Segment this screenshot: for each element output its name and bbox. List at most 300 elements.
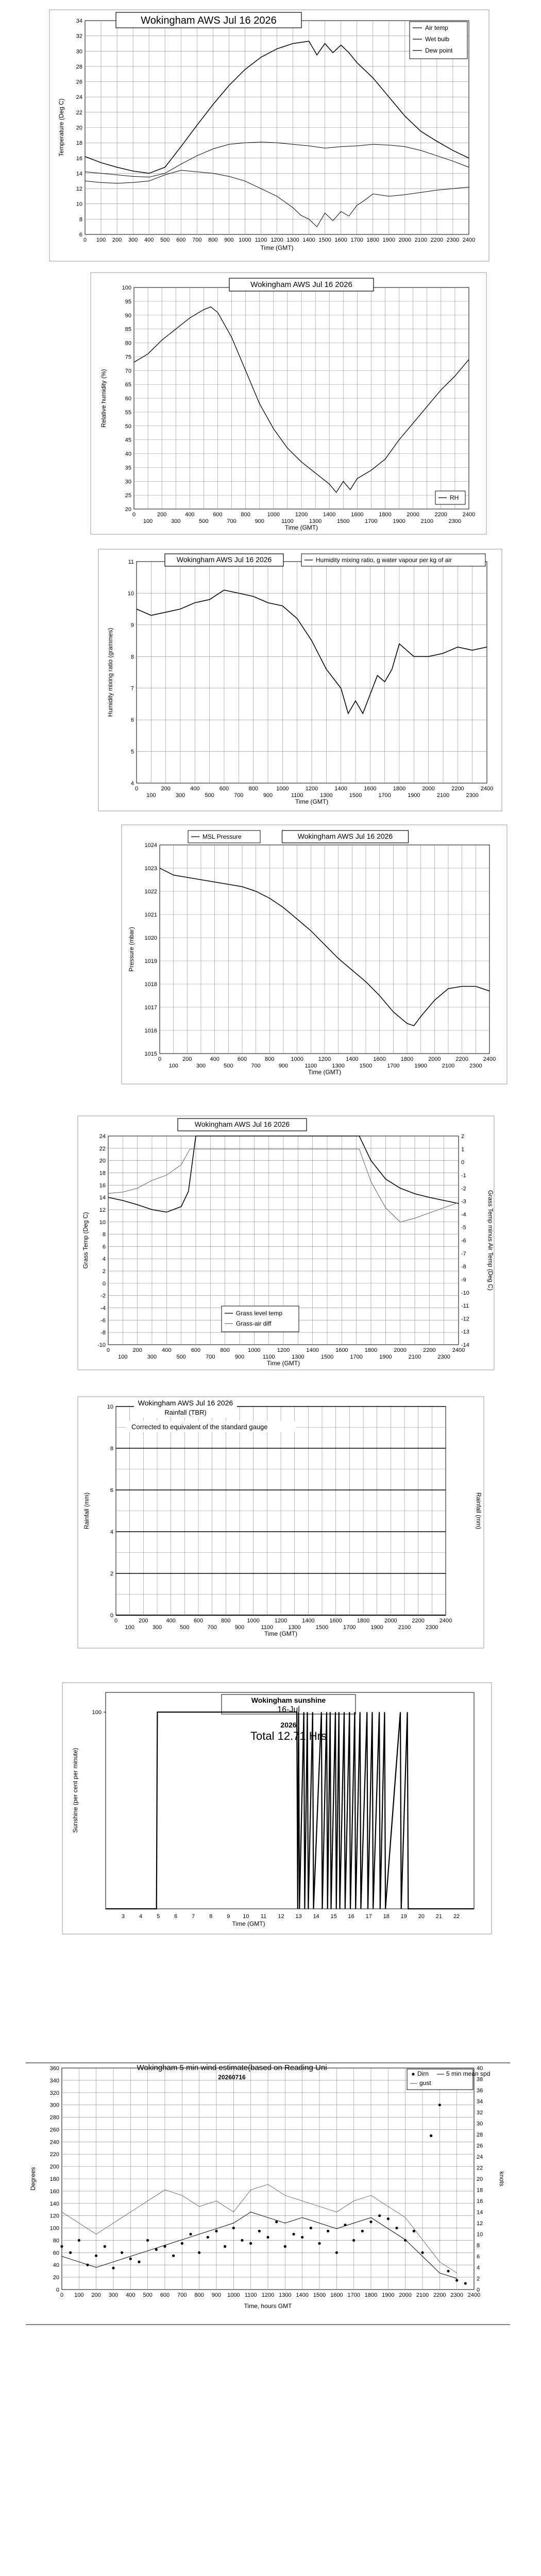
y-tick-label: 1015 [144,1051,157,1057]
x-tick-label: 1200 [274,1618,288,1624]
y2-tick-label: 4 [477,2265,480,2271]
x-tick-label: 700 [192,237,202,243]
direction-point [438,2104,441,2106]
x-tick-label: 1800 [364,2292,378,2298]
x-tick-label: 500 [180,1624,190,1631]
x-tick-label: 6 [174,1913,178,1920]
pressure-chart-panel [121,824,508,1084]
y-axis-label: Degrees [29,2167,37,2191]
x-tick-label: 19 [400,1913,407,1920]
y-tick-label: 70 [125,368,131,375]
x-tick-label: 1000 [276,786,289,792]
x-tick-label: 2300 [437,1354,450,1360]
y2-tick-label: -5 [461,1225,466,1231]
y-tick-label: 16 [76,155,82,162]
y2-tick-label: 10 [477,2231,483,2238]
y2-tick-label: 6 [477,2253,480,2260]
x-tick-label: 1300 [292,1354,305,1360]
x-tick-label: 900 [255,518,264,524]
x-tick-label: 2200 [430,237,444,243]
x-tick-label: 300 [196,1063,206,1069]
direction-point [352,2239,355,2242]
x-tick-label: 400 [166,1618,176,1624]
y-tick-label: 260 [49,2127,59,2133]
direction-point [155,2248,158,2251]
direction-point [207,2236,209,2239]
x-tick-label: 2100 [436,792,450,799]
x-tick-label: 400 [162,1347,172,1353]
y-tick-label: 100 [122,285,131,291]
x-tick-label: 2300 [446,237,460,243]
x-tick-label: 2400 [480,786,494,792]
x-tick-label: 1400 [334,786,347,792]
x-tick-label: 13 [295,1913,302,1920]
direction-point [310,2227,312,2229]
x-tick-label: 1600 [334,237,347,243]
y-tick-label: 50 [125,423,131,430]
y-tick-label: 4 [130,781,134,787]
x-tick-label: 100 [74,2292,84,2298]
x-tick-label: 2400 [467,2292,481,2298]
y-axis-label: Relative humidity (%) [100,369,107,428]
chart-title: Wokingham AWS Jul 16 2026 [141,15,277,26]
x-tick-label: 2400 [462,512,476,518]
y-tick-label: 1020 [144,935,157,941]
chart-title: Wokingham AWS Jul 16 2026 [194,1120,290,1128]
y2-tick-label: 32 [477,2110,483,2116]
x-tick-label: 2100 [398,1624,411,1631]
x-tick-label: 1600 [329,1618,342,1624]
x-tick-label: 1500 [313,2292,326,2298]
y-axis-label: Temperature (Deg C) [58,98,65,157]
y2-tick-label: -6 [461,1238,466,1244]
x-tick-label: 2000 [407,512,419,518]
x-tick-label: 100 [96,237,106,243]
direction-point [249,2242,252,2245]
x-tick-label: 700 [227,518,236,524]
x-tick-label: 100 [118,1354,128,1360]
x-tick-label: 300 [128,237,138,243]
y-tick-label: 18 [76,140,82,147]
y2-tick-label: -10 [461,1290,469,1296]
x-tick-label: 2000 [398,237,412,243]
x-tick-label: 2000 [428,1056,441,1062]
x-tick-label: 700 [234,792,244,799]
y-tick-label: 6 [110,1487,113,1494]
x-tick-label: 1900 [370,1624,383,1631]
y2-tick-label: -2 [461,1185,466,1192]
x-tick-label: 1700 [350,1354,363,1360]
y-tick-label: 120 [49,2213,59,2219]
x-tick-label: 200 [112,237,122,243]
x-tick-label: 500 [199,518,209,524]
x-tick-label: 200 [157,512,167,518]
legend-swatch [412,2073,414,2075]
x-tick-label: 1600 [330,2292,343,2298]
direction-point [335,2251,338,2254]
x-tick-label: 2000 [384,1618,397,1624]
y2-tick-label: -13 [461,1329,469,1335]
x-tick-label: 1200 [295,512,308,518]
x-tick-label: 2100 [416,2292,429,2298]
x-tick-label: 18 [383,1913,390,1920]
y-tick-label: 80 [125,340,131,347]
x-tick-label: 1800 [379,512,392,518]
x-tick-label: 800 [241,512,250,518]
x-tick-label: 2300 [466,792,479,799]
y-tick-label: 360 [49,2065,59,2072]
y2-tick-label: 18 [477,2187,483,2194]
x-tick-label: 1000 [248,1347,261,1353]
x-tick-label: 600 [219,786,229,792]
rainfall-chart-panel [77,1396,484,1649]
x-tick-label: 2100 [408,1354,421,1360]
direction-point [344,2224,346,2226]
direction-point [129,2258,132,2260]
x-tick-label: 10 [243,1913,249,1920]
x-tick-label: 2100 [420,518,433,524]
direction-point [146,2239,149,2242]
x-tick-label: 500 [205,792,214,799]
y2-tick-label: -9 [461,1277,466,1283]
y2-tick-label: 30 [477,2121,483,2127]
x-tick-label: 900 [234,1624,245,1631]
direction-point [104,2245,106,2248]
x-tick-label: 15 [330,1913,337,1920]
x-tick-label: 600 [237,1056,247,1062]
x-tick-label: 700 [177,2292,187,2298]
y-tick-label: 7 [130,685,134,692]
x-tick-label: 1200 [270,237,283,243]
chart-title: Wokingham AWS Jul 16 2026 [176,555,272,564]
x-tick-label: 1300 [309,518,322,524]
x-axis-label: Time, hours GMT [244,2302,292,2310]
y-tick-label: 40 [125,451,131,457]
x-tick-label: 1000 [247,1618,260,1624]
x-tick-label: 800 [220,1347,230,1353]
x-tick-label: 3 [121,1913,125,1920]
y-tick-label: 8 [102,1231,106,1238]
pressure-chart [121,824,508,1084]
direction-point [404,2239,407,2242]
y-tick-label: 20 [125,506,131,513]
y-tick-label: 2 [110,1571,113,1577]
y-tick-label: 8 [110,1446,113,1452]
x-tick-label: 0 [60,2292,64,2298]
y2-tick-label: -14 [461,1342,469,1348]
y-tick-label: 20 [53,2275,59,2281]
x-axis-label: Time (GMT) [295,798,329,805]
y-tick-label: 6 [79,232,82,238]
y-tick-label: 12 [76,186,82,193]
x-axis-label: Time (GMT) [260,244,294,251]
x-tick-label: 400 [185,512,195,518]
direction-point [447,2270,449,2273]
x-axis-label: Time (GMT) [266,1360,300,1367]
y-tick-label: 14 [99,1195,106,1201]
direction-point [189,2233,192,2235]
y-tick-label: 200 [49,2164,59,2171]
y-tick-label: 22 [99,1145,106,1152]
y-tick-label: 1021 [144,912,157,918]
humidity-chart [90,272,487,535]
x-tick-label: 900 [234,1354,245,1360]
x-tick-label: 1000 [227,2292,240,2298]
direction-point [275,2221,278,2223]
legend-label: MSL Pressure [202,833,242,840]
y-tick-label: 2 [102,1268,106,1275]
y2-tick-label: 1 [461,1146,465,1153]
y-tick-label: 34 [76,18,82,24]
x-tick-label: 200 [132,1347,142,1353]
y-tick-label: 10 [76,201,82,208]
x-tick-label: 2300 [426,1624,438,1631]
y-tick-label: 160 [49,2188,59,2195]
x-tick-label: 2200 [451,786,464,792]
x-tick-label: 2200 [434,512,448,518]
x-tick-label: 600 [160,2292,170,2298]
y-tick-label: 140 [49,2200,59,2207]
direction-point [172,2255,175,2257]
x-tick-label: 2400 [483,1056,496,1062]
y-axis-label: Pressure (mbar) [128,927,135,972]
y-tick-label: 20 [76,125,82,131]
y-tick-label: -6 [100,1317,106,1324]
x-tick-label: 1000 [291,1056,303,1062]
y2-tick-label: 0 [461,1159,465,1166]
y2-axis-label: Grass Temp minus Air Temp (Deg C) [487,1190,494,1291]
x-tick-label: 400 [144,237,154,243]
x-tick-label: 1100 [291,792,303,799]
y-tick-label: 25 [125,493,131,499]
y-tick-label: 75 [125,354,131,361]
y-axis-label: Grass Temp (Deg C) [82,1212,89,1269]
y2-tick-label: 24 [477,2154,483,2160]
x-tick-label: 1500 [349,792,362,799]
y-tick-label: 1017 [144,1005,157,1011]
y2-tick-label: 36 [477,2088,483,2094]
x-tick-label: 1700 [350,237,363,243]
x-axis-label: Time (GMT) [308,1069,342,1076]
y-tick-label: 26 [76,79,82,86]
y-tick-label: 20 [99,1158,106,1164]
y-tick-label: 8 [79,216,82,223]
x-tick-label: 400 [126,2292,136,2298]
x-tick-label: 1900 [393,518,405,524]
y-tick-label: 0 [56,2287,59,2293]
y-tick-label: 90 [125,312,131,319]
y-tick-label: 4 [102,1256,106,1263]
x-tick-label: 700 [206,1354,215,1360]
y-tick-label: 45 [125,437,131,444]
x-tick-label: 500 [224,1063,233,1069]
direction-point [430,2134,432,2137]
x-tick-label: 800 [208,237,218,243]
y2-tick-label: -4 [461,1211,466,1218]
direction-point [301,2236,303,2239]
y2-tick-label: -12 [461,1316,469,1323]
total-hours: Total 12.71 Hrs [250,1730,327,1742]
direction-point [138,2261,140,2263]
x-tick-label: 900 [224,237,234,243]
x-tick-label: 1300 [332,1063,345,1069]
y2-tick-label: 14 [477,2209,483,2216]
chart-title: Wokingham AWS Jul 16 2026 [250,280,352,289]
x-tick-label: 1100 [261,1624,274,1631]
y-tick-label: 0 [102,1280,106,1287]
x-tick-label: 1600 [351,512,364,518]
x-tick-label: 17 [365,1913,372,1920]
x-tick-label: 1300 [320,792,333,799]
x-tick-label: 1500 [320,1354,334,1360]
y2-tick-label: -1 [461,1172,466,1179]
x-tick-label: 7 [192,1913,195,1920]
x-axis-label: Time (GMT) [284,524,318,531]
x-tick-label: 300 [147,1354,157,1360]
y-tick-label: 85 [125,326,131,333]
direction-point [78,2239,80,2242]
direction-point [292,2233,295,2235]
x-tick-label: 2300 [448,518,462,524]
x-tick-label: 2400 [462,237,476,243]
y2-tick-label: 16 [477,2198,483,2205]
x-tick-label: 600 [191,1347,201,1353]
legend-label: Dew point [425,47,453,54]
y-tick-label: -10 [97,1342,106,1348]
x-tick-label: 700 [207,1624,217,1631]
x-tick-label: 500 [176,1354,186,1360]
x-tick-label: 900 [211,2292,222,2298]
sunshine-chart [62,1682,492,1935]
y-axis-label: Rainfall (mm) [83,1492,90,1530]
x-tick-label: 1200 [318,1056,331,1062]
direction-point [421,2251,424,2254]
x-tick-label: 1500 [318,237,331,243]
y2-tick-label: 40 [477,2065,483,2072]
y2-axis-label: Rainfall (mm) [475,1492,482,1530]
y-tick-label: 80 [53,2238,59,2244]
y-tick-label: 55 [125,409,131,416]
y2-tick-label: 8 [477,2243,480,2249]
x-tick-label: 1700 [365,518,378,524]
x-tick-label: 2100 [414,237,428,243]
mixing-ratio-chart [98,549,502,811]
x-tick-label: 1100 [262,1354,275,1360]
x-tick-label: 1100 [244,2292,257,2298]
y-tick-label: 12 [99,1207,106,1213]
y-tick-label: 6 [102,1244,106,1250]
chart-title: Wokingham sunshine [251,1696,326,1704]
x-tick-label: 2000 [399,2292,412,2298]
direction-point [318,2242,320,2245]
direction-point [387,2217,390,2220]
y2-tick-label: 26 [477,2143,483,2149]
x-tick-label: 9 [227,1913,230,1920]
x-tick-label: 1000 [267,512,280,518]
x-tick-label: 1300 [286,237,299,243]
x-tick-label: 600 [213,512,223,518]
y-tick-label: 40 [53,2262,59,2269]
y-tick-label: 95 [125,298,131,305]
x-tick-label: 800 [265,1056,275,1062]
x-tick-label: 300 [152,1624,162,1631]
x-tick-label: 400 [190,786,200,792]
x-tick-label: 1900 [408,792,420,799]
x-tick-label: 1800 [364,1347,378,1353]
x-tick-label: 1400 [302,237,315,243]
x-tick-label: 1500 [359,1063,373,1069]
x-tick-label: 1600 [364,786,377,792]
direction-point [378,2214,381,2217]
x-tick-label: 0 [106,1347,110,1353]
x-tick-label: 1800 [393,786,406,792]
x-tick-label: 1300 [279,2292,292,2298]
x-tick-label: 800 [221,1618,231,1624]
x-tick-label: 100 [125,1624,134,1631]
x-tick-label: 200 [161,786,171,792]
direction-point [112,2267,114,2269]
x-tick-label: 1500 [315,1624,329,1631]
x-tick-label: 1400 [306,1347,319,1353]
direction-point [284,2245,286,2248]
chart-date: 20260716 [218,2074,246,2081]
x-tick-label: 0 [114,1618,118,1624]
y-tick-label: 10 [127,590,134,597]
y-tick-label: 1024 [144,842,157,849]
x-tick-label: 800 [248,786,258,792]
legend-label: 5 min mean spd [446,2070,491,2077]
x-tick-label: 1300 [288,1624,301,1631]
direction-point [215,2230,217,2232]
y-tick-label: -4 [100,1305,106,1312]
x-tick-label: 14 [313,1913,319,1920]
legend-label: RH [450,494,459,501]
y-tick-label: 10 [107,1404,113,1410]
x-tick-label: 11 [260,1913,267,1920]
y-tick-label: 100 [92,1709,102,1716]
direction-point [224,2245,226,2248]
x-tick-label: 1400 [302,1618,315,1624]
x-tick-label: 200 [139,1618,148,1624]
y-tick-label: 35 [125,465,131,471]
y2-tick-label: -8 [461,1264,466,1270]
wind-chart [26,2061,510,2329]
x-tick-label: 8 [209,1913,213,1920]
temperature-chart-panel [49,9,489,262]
x-tick-label: 400 [210,1056,219,1062]
x-tick-label: 2300 [469,1063,482,1069]
x-tick-label: 500 [160,237,170,243]
x-tick-label: 2200 [455,1056,468,1062]
x-axis-label: Time (GMT) [232,1920,265,1927]
x-tick-label: 4 [139,1913,143,1920]
y-tick-label: 220 [49,2151,59,2158]
y-tick-label: 1023 [144,866,157,872]
x-tick-label: 16 [348,1913,354,1920]
x-tick-label: 0 [134,786,139,792]
y-tick-label: 60 [53,2250,59,2257]
x-tick-label: 300 [108,2292,119,2298]
direction-point [258,2230,261,2232]
x-tick-label: 600 [193,1618,204,1624]
y-tick-label: 1018 [144,981,157,988]
y-tick-label: 320 [49,2090,59,2096]
x-tick-label: 1900 [379,1354,392,1360]
x-tick-label: 2400 [452,1347,465,1353]
direction-point [266,2236,269,2239]
x-tick-label: 500 [143,2292,153,2298]
x-tick-label: 2300 [450,2292,463,2298]
